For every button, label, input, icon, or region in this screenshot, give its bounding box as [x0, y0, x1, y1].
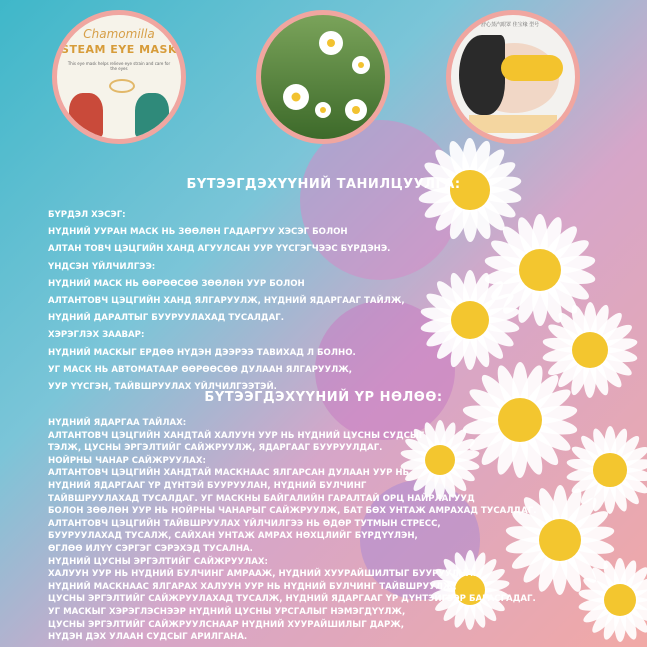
- text-line: БУУРУУЛАХАД ТУСАЛЖ, САЙХАН УНТАЖ АМРАХ НӨХЦЛИЙГ БҮРДҮҮЛЭН,: [48, 531, 418, 542]
- package-graphic: [469, 115, 557, 133]
- text-line: АЛТАНТОВЧ ЦЭЦГИЙН ХАНД ЯЛГАРУУЛЖ, НҮДНИЙ ЯДАРГААГ ТАЙЛЖ,: [48, 296, 405, 307]
- eye-icon: [109, 79, 135, 93]
- person-illustration: [69, 93, 103, 137]
- text-line: ЦУСНЫ ЭРГЭЛТИЙГ САЙЖРУУЛАХАД ТУСАЛЖ, НҮДНИЙ ЯДАРГААГ ҮР ДҮНТЭЙГЭЭР БАГАСГАДАГ.: [48, 594, 536, 605]
- person-illustration: [135, 93, 169, 137]
- text-line: ЦУСНЫ ЭРГЭЛТИЙГ САЙЖРУУЛСНААР НҮДНИЙ ХУУРАЙШИЛЫГ ДАРЖ,: [48, 619, 405, 630]
- daisy-center: [539, 519, 581, 561]
- text-line: АЛТАНТОВЧ ЦЭЦГИЙН ХАНДТАЙ МАСКНААС ЯЛГАРСАН ДУЛААН УУР НЬ: [48, 468, 410, 479]
- text-line: УГ МАСКЫГ ХЭРЭГЛЭСНЭЭР НҮДНИЙ ЦУСНЫ УРСГАЛЫГ НЭМЭГДҮҮЛЖ,: [48, 606, 406, 617]
- text-line: НОЙРНЫ ЧАНАР САЙЖРУУЛАХ:: [48, 455, 206, 466]
- text-line: НҮДНИЙ МАСКЫГ ЕРДӨӨ НҮДЭН ДЭЭРЭЭ ТАВИХАД Л БОЛНО.: [48, 347, 356, 358]
- product-package-image: [52, 10, 186, 144]
- model-wearing-mask-image: [446, 10, 580, 144]
- text-line: БҮРДЭЛ ХЭСЭГ:: [48, 210, 126, 220]
- effects-text: [48, 417, 537, 644]
- daisy-flower: [420, 270, 520, 370]
- section-title-introduction: БҮТЭЭГДЭХҮҮНИЙ ТАНИЛЦУУЛГА:: [186, 177, 461, 192]
- text-line: НҮДНИЙ МАСК НЬ ӨӨРӨӨСӨӨ ЗӨӨЛӨН УУР БОЛОН: [48, 278, 305, 289]
- product-name: STEAM EYE MASK: [61, 43, 177, 56]
- text-line: НҮДЭН ДЭХ УЛААН СУДСЫГ АРИЛГАНА.: [48, 632, 248, 643]
- daisy-flower: [578, 558, 647, 642]
- daisy-center: [451, 301, 489, 339]
- text-line: ҮНДСЭН ҮЙЛЧИЛГЭЭ:: [48, 261, 156, 272]
- text-line: НҮДНИЙ ЯДАРГАА ТАЙЛАХ:: [48, 418, 187, 428]
- hair-graphic: [459, 35, 505, 115]
- daisy-center: [593, 453, 626, 486]
- text-line: УГ МАСК НЬ АВТОМАТААР ӨӨРӨӨСӨӨ ДУЛААН ЯЛГАРУУЛЖ,: [48, 364, 353, 375]
- eye-mask-graphic: [501, 55, 563, 81]
- daisy-center: [604, 584, 636, 616]
- introduction-text: [48, 207, 405, 396]
- text-line: НҮДНИЙ ЯДАРГААГ ҮР ДҮНТЭЙ БУУРУУЛАН, НҮДНИЙ БУЛЧИНГ: [48, 480, 367, 491]
- text-line: ТЭЛЖ, ЦУСНЫ ЭРГЭЛТИЙГ САЙЖРУУЛЖ, ЯДАРГААГ БУУРУУЛДАГ.: [48, 443, 383, 454]
- product-tagline: This eye mask helps relieve eye strain and care for the eyes: [67, 61, 171, 71]
- text-line: НҮДНИЙ МАСКНААС ЯЛГАРАХ ХАЛУУН УУР НЬ НҮДНИЙ БУЛЧИНГ ТАЙВШРУУЛЖ,: [48, 581, 457, 592]
- text-line: ХЭРЭГЛЭХ ЗААВАР:: [48, 330, 145, 341]
- text-line: ӨГЛӨӨ ИЛҮҮ СЭРГЭГ СЭРЭХЭД ТУСАЛНА.: [48, 543, 253, 554]
- text-line: БОЛОН ЗӨӨЛӨН УУР НЬ НОЙРНЫ ЧАНАРЫГ САЙЖРУУЛЖ, БАТ БӨХ УНТАЖ АМРАХАД ТУСАЛДАГ.: [48, 506, 537, 517]
- text-line: АЛТАНТОВЧ ЦЭЦГИЙН ХАНДТАЙ ХАЛУУН УУР НЬ НҮДНИЙ ЦУСНЫ СУДСЫГ: [48, 430, 425, 441]
- box-label: 舒心蒸汽眼罩 佳宝缘 型号: [481, 22, 540, 28]
- text-line: ТАЙВШРУУЛАХАД ТУСАЛДАГ. УГ МАСКНЫ БАЙГАЛИЙН ГАРАЛТАЙ ОРЦ НАЙРЛАГУУД: [48, 493, 475, 504]
- text-line: ХАЛУУН УУР НЬ НҮДНИЙ БУЛЧИНГ АМРААЖ, НҮДНИЙ ХУУРАЙШИЛТЫГ БУУРУУЛНА.: [48, 569, 476, 580]
- chamomile-flowers-graphic: [261, 15, 385, 139]
- brand-label: Chamomilla: [83, 27, 155, 41]
- text-line: АЛТАН ТОВЧ ЦЭЦГИЙН ХАНД АГУУЛСАН УУР ҮҮСГЭГЧЭЭС БҮРДЭНЭ.: [48, 244, 391, 255]
- text-line: АЛТАНТОВЧ ЦЭЦГИЙН ТАЙВШРУУЛАХ ҮЙЛЧИЛГЭЭ НЬ ӨДӨР ТУТМЫН СТРЕСС,: [48, 518, 441, 529]
- chamomile-field-image: [256, 10, 390, 144]
- text-line: НҮДНИЙ ДАРАЛТЫГ БУУРУУЛАХАД ТУСАЛДАГ.: [48, 313, 284, 324]
- section-title-effects: БҮТЭЭГДЭХҮҮНИЙ ҮР НӨЛӨӨ:: [204, 390, 443, 405]
- text-line: НҮДНИЙ УУРАН МАСК НЬ ЗӨӨЛӨН ГАДАРГУУ ХЭСЭГ БОЛОН: [48, 227, 348, 238]
- text-line: УУР ҮҮСГЭН, ТАЙВШРУУЛАХ ҮЙЛЧИЛГЭЭТЭЙ.: [48, 382, 277, 393]
- text-line: НҮДНИЙ ЦУСНЫ ЭРГЭЛТИЙГ САЙЖРУУЛАХ:: [48, 556, 268, 567]
